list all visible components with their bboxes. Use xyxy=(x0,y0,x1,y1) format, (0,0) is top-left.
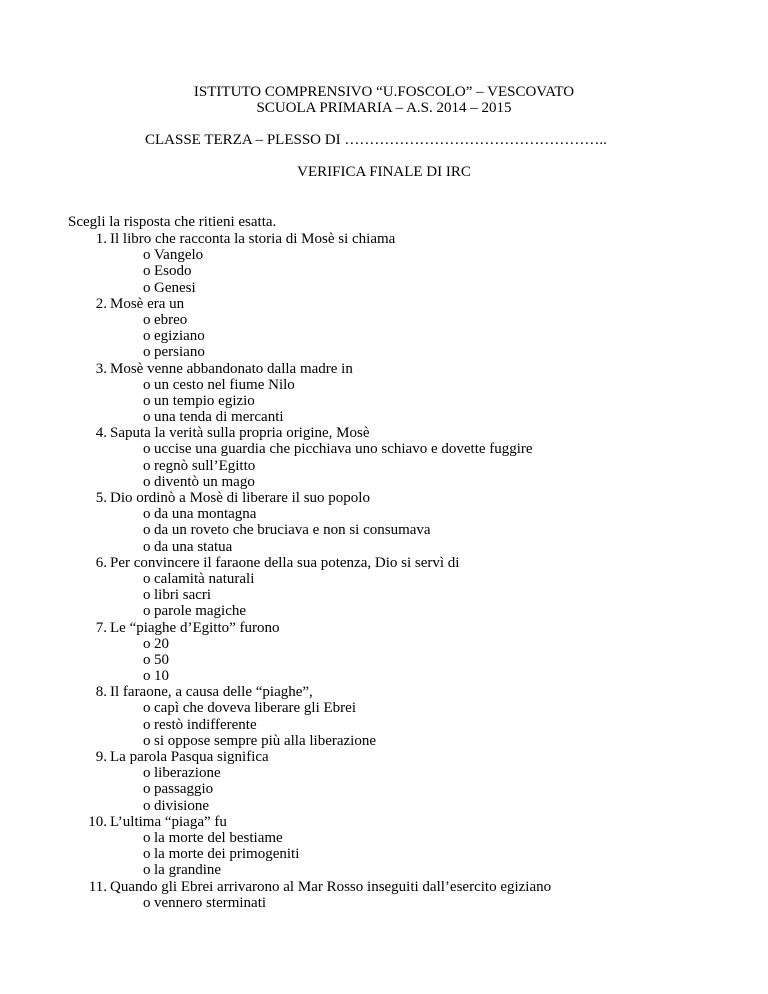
question-number: 8. xyxy=(95,684,107,701)
instruction: Scegli la risposta che ritieni esatta. xyxy=(68,214,277,230)
option-bullet-icon: o xyxy=(143,344,151,361)
answer-option[interactable] xyxy=(68,571,748,587)
answer-option[interactable] xyxy=(68,668,748,684)
option-text: diventò un mago xyxy=(154,473,255,490)
option-bullet-icon: o xyxy=(143,473,151,490)
question-number: 10. xyxy=(88,813,107,830)
option-bullet-icon: o xyxy=(143,570,151,587)
answer-option[interactable] xyxy=(68,441,748,457)
option-bullet-icon: o xyxy=(143,522,151,539)
option-bullet-icon: o xyxy=(143,781,151,798)
option-text: Vangelo xyxy=(154,247,204,264)
question xyxy=(68,684,748,700)
option-bullet-icon: o xyxy=(143,732,151,749)
answer-option[interactable] xyxy=(68,409,748,425)
option-text: passaggio xyxy=(154,781,214,798)
question-text: La parola Pasqua significa xyxy=(110,749,269,765)
answer-option[interactable] xyxy=(68,781,748,797)
answer-option[interactable] xyxy=(68,652,748,668)
option-text: un cesto nel fiume Nilo xyxy=(154,376,295,393)
option-bullet-icon: o xyxy=(143,765,151,782)
question xyxy=(68,425,748,441)
option-bullet-icon: o xyxy=(143,651,151,668)
answer-option[interactable] xyxy=(68,377,748,393)
answer-option[interactable] xyxy=(68,895,748,911)
option-text: 50 xyxy=(154,651,169,668)
option-text: restò indifferente xyxy=(154,716,257,733)
option-bullet-icon: o xyxy=(143,409,151,426)
option-bullet-icon: o xyxy=(143,263,151,280)
option-bullet-icon: o xyxy=(143,392,151,409)
option-text: da una montagna xyxy=(154,506,257,523)
option-bullet-icon: o xyxy=(143,247,151,264)
answer-option[interactable] xyxy=(68,506,748,522)
answer-option[interactable] xyxy=(68,830,748,846)
option-text: calamità naturali xyxy=(154,570,255,587)
option-bullet-icon: o xyxy=(143,829,151,846)
answer-option[interactable] xyxy=(68,393,748,409)
option-text: un tempio egizio xyxy=(154,392,255,409)
school-year: SCUOLA PRIMARIA – A.S. 2014 – 2015 xyxy=(256,100,512,116)
option-text: egiziano xyxy=(154,328,205,345)
class-line: CLASSE TERZA – PLESSO DI …………………………………………….. xyxy=(145,132,607,148)
option-text: liberazione xyxy=(154,765,221,782)
option-bullet-icon: o xyxy=(143,441,151,458)
option-text: uccise una guardia che picchiava uno schiavo e dovette fuggire xyxy=(154,441,533,458)
option-text: ebreo xyxy=(154,311,188,328)
option-text: Esodo xyxy=(154,263,192,280)
answer-option[interactable] xyxy=(68,522,748,538)
option-bullet-icon: o xyxy=(143,668,151,685)
answer-option[interactable] xyxy=(68,539,748,555)
question-text: Il libro che racconta la storia di Mosè si chiama xyxy=(110,231,396,247)
question-text: Il faraone, a causa delle “piaghe”, xyxy=(110,684,313,701)
question xyxy=(68,296,748,312)
question-number: 9. xyxy=(95,749,107,765)
option-text: si oppose sempre più alla liberazione xyxy=(154,732,377,749)
answer-option[interactable] xyxy=(68,280,748,296)
option-text: divisione xyxy=(154,797,209,814)
option-text: parole magiche xyxy=(154,603,247,620)
question-text: L’ultima “piaga” fu xyxy=(110,813,227,830)
answer-option[interactable] xyxy=(68,603,748,619)
answer-option[interactable] xyxy=(68,458,748,474)
question-number: 3. xyxy=(95,360,107,377)
question-number: 7. xyxy=(95,619,107,636)
option-bullet-icon: o xyxy=(143,797,151,814)
question xyxy=(68,620,748,636)
option-text: la grandine xyxy=(154,862,222,879)
question xyxy=(68,555,748,571)
option-text: persiano xyxy=(154,344,205,361)
answer-option[interactable] xyxy=(68,636,748,652)
option-bullet-icon: o xyxy=(143,716,151,733)
option-bullet-icon: o xyxy=(143,635,151,652)
option-bullet-icon: o xyxy=(143,538,151,555)
option-text: capì che doveva liberare gli Ebrei xyxy=(154,700,356,717)
school-name: ISTITUTO COMPRENSIVO “U.FOSCOLO” – VESCOVATO xyxy=(193,84,575,100)
answer-option[interactable] xyxy=(68,263,748,279)
question xyxy=(68,231,748,247)
option-bullet-icon: o xyxy=(143,506,151,523)
question-number: 1. xyxy=(95,231,107,247)
answer-option[interactable] xyxy=(68,765,748,781)
option-bullet-icon: o xyxy=(143,457,151,474)
question-text: Mosè era un xyxy=(110,295,185,312)
answer-option[interactable] xyxy=(68,328,748,344)
answer-option[interactable] xyxy=(68,700,748,716)
option-bullet-icon: o xyxy=(143,846,151,863)
option-bullet-icon: o xyxy=(143,700,151,717)
option-bullet-icon: o xyxy=(143,862,151,879)
option-bullet-icon: o xyxy=(143,603,151,620)
option-bullet-icon: o xyxy=(143,894,151,911)
test-title: VERIFICA FINALE DI IRC xyxy=(297,164,471,180)
question xyxy=(68,814,748,830)
question-list xyxy=(68,231,748,911)
answer-option[interactable] xyxy=(68,733,748,749)
question xyxy=(68,749,748,765)
question xyxy=(68,361,748,377)
answer-option[interactable] xyxy=(68,344,748,360)
question-text: Mosè venne abbandonato dalla madre in xyxy=(110,360,353,377)
answer-option[interactable] xyxy=(68,587,748,603)
option-bullet-icon: o xyxy=(143,328,151,345)
answer-option[interactable] xyxy=(68,717,748,733)
option-text: Genesi xyxy=(154,279,196,296)
option-text: 20 xyxy=(154,635,169,652)
answer-option[interactable] xyxy=(68,474,748,490)
question-number: 4. xyxy=(95,425,107,442)
option-bullet-icon: o xyxy=(143,376,151,393)
question-number: 2. xyxy=(95,295,107,312)
question-number: 11. xyxy=(88,878,107,895)
option-text: da un roveto che bruciava e non si consumava xyxy=(154,522,431,539)
option-text: libri sacri xyxy=(154,587,212,604)
answer-option[interactable] xyxy=(68,312,748,328)
option-bullet-icon: o xyxy=(143,587,151,604)
option-text: la morte dei primogeniti xyxy=(154,846,300,863)
option-bullet-icon: o xyxy=(143,279,151,296)
answer-option[interactable] xyxy=(68,247,748,263)
question-text: Quando gli Ebrei arrivarono al Mar Rosso inseguiti dall’esercito egiziano xyxy=(110,878,552,895)
question xyxy=(68,879,748,895)
answer-option[interactable] xyxy=(68,798,748,814)
question xyxy=(68,490,748,506)
question-number: 6. xyxy=(95,554,107,571)
question-text: Dio ordinò a Mosè di liberare il suo popolo xyxy=(110,490,370,506)
question-number: 5. xyxy=(95,490,107,506)
question-text: Le “piaghe d’Egitto” furono xyxy=(110,619,280,636)
option-text: 10 xyxy=(154,668,169,685)
option-bullet-icon: o xyxy=(143,311,151,328)
option-text: regnò sull’Egitto xyxy=(154,457,256,474)
answer-option[interactable] xyxy=(68,846,748,862)
option-text: da una statua xyxy=(154,538,233,555)
option-text: la morte del bestiame xyxy=(154,829,283,846)
question-text: Per convincere il faraone della sua potenza, Dio si servì di xyxy=(110,554,460,571)
option-text: una tenda di mercanti xyxy=(154,409,284,426)
option-text: vennero sterminati xyxy=(154,894,267,911)
answer-option[interactable] xyxy=(68,862,748,878)
question-text: Saputa la verità sulla propria origine, Mosè xyxy=(110,425,370,442)
